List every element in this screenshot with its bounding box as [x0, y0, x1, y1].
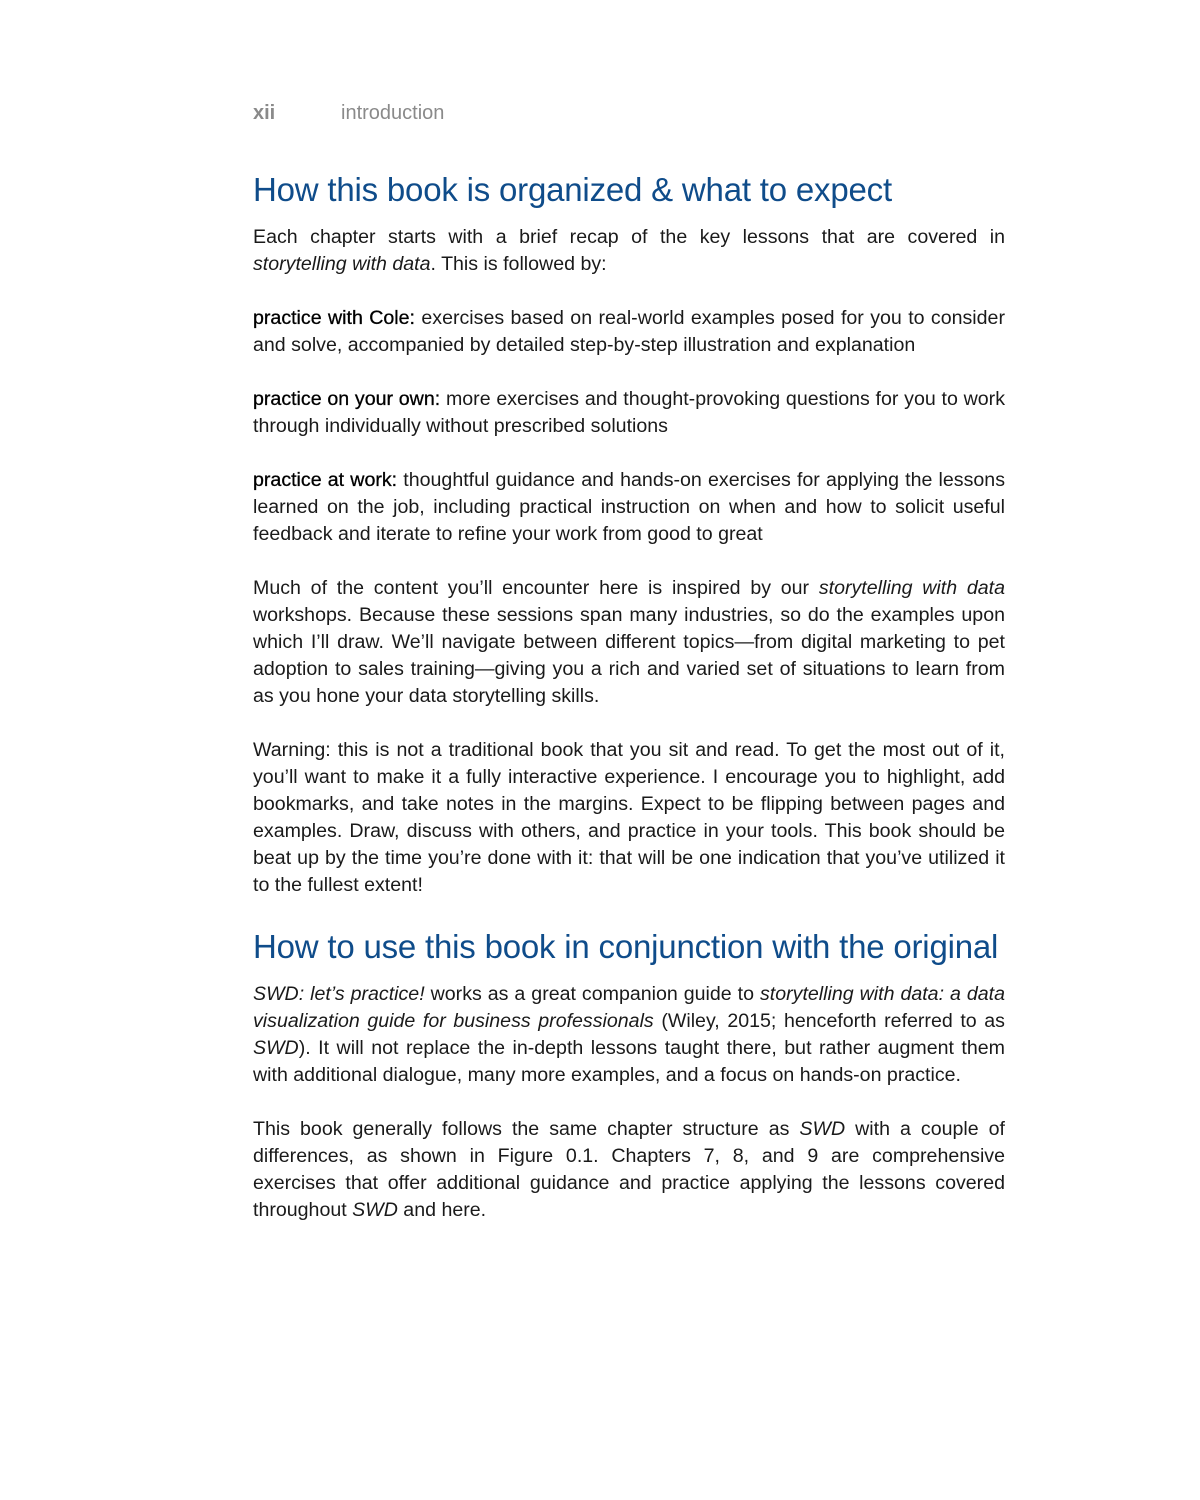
intro-paragraph: [253, 224, 1005, 278]
book-title-italic: storytelling with data: a data visualization guide for business professionals: [253, 983, 1006, 1032]
page-number: xii: [253, 101, 276, 124]
book-title-italic: SWD: let’s practice!: [253, 983, 425, 1005]
running-head: [253, 96, 1005, 130]
section-heading-conjunction: How to use this book in conjunction with the original: [253, 928, 999, 965]
section-heading-organization: How this book is organized & what to expect: [253, 171, 892, 208]
text-run: Each chapter starts with a brief recap of the key lessons that are covered in: [253, 226, 1005, 248]
list-item-practice-on-your-own: [253, 386, 1005, 440]
structure-paragraph: [253, 1116, 1005, 1224]
list-item-practice-with-cole: [253, 305, 1005, 359]
text-run: workshops. Because these sessions span many industries, so do the examples upon which I’ll draw. We’ll navigate between different topics—from digital marketing to pet adoption to sales training—giving you a rich and varied set of situations to learn from as you hone your data storytelling skills.: [253, 604, 1005, 707]
term-description: more exercises and thought-provoking questions for you to work through individually without prescribed solutions: [253, 388, 1005, 437]
book-page: [253, 96, 1005, 1251]
text-run: This book generally follows the same chapter structure as: [253, 1118, 800, 1140]
list-item-practice-at-work: [253, 467, 1005, 548]
book-title-italic: SWD: [799, 1118, 846, 1140]
text-run: (Wiley, 2015; henceforth referred to as: [653, 1010, 1005, 1032]
warning-paragraph: Warning: this is not a traditional book that you sit and read. To get the most out of it, you’ll want to make it a fully interactive experience. I encourage you to highlight, add bookmarks, and take notes in the margins. Expect to be flipping between pages and examples. Draw, discuss with others, and practice in your tools. This book should be beat up by the time you’re done with it: that will be one indication that you’ve utilized it to the fullest extent!: [253, 739, 1005, 896]
text-run: Much of the content you’ll encounter here is inspired by our: [253, 577, 819, 599]
term-label: practice with Cole:: [253, 307, 415, 329]
running-head-section: introduction: [341, 101, 445, 124]
term-label: practice on your own:: [253, 388, 441, 410]
text-run: ). It will not replace the in-depth lessons taught there, but rather augment them with additional dialogue, many more examples, and a focus on hands-on practice.: [253, 1037, 1005, 1086]
book-title-italic: storytelling with data: [818, 577, 1005, 599]
text-run: with a couple of differences, as shown in Figure 0.1. Chapters 7, 8, and 9 are comprehensive exercises that offer additional guidance and practice applying the lessons covered throughout: [253, 1118, 1005, 1221]
book-title-italic: storytelling with data: [253, 253, 431, 275]
text-run: and here.: [397, 1199, 487, 1221]
text-run: . This is followed by:: [430, 253, 607, 275]
book-title-italic: SWD: [352, 1199, 398, 1221]
term-label: practice at work:: [253, 469, 398, 491]
book-title-italic: SWD: [253, 1037, 299, 1059]
content-paragraph: [253, 575, 1005, 710]
term-description: exercises based on real-world examples posed for you to consider and solve, accompanied by detailed step-by-step illustration and explanation: [253, 307, 1005, 356]
text-run: works as a great companion guide to: [424, 983, 760, 1005]
companion-paragraph: [253, 981, 1005, 1089]
term-description: thoughtful guidance and hands-on exercises for applying the lessons learned on the job, including practical instruction on when and how to solicit useful feedback and iterate to refine your work from good to great: [253, 469, 1005, 545]
